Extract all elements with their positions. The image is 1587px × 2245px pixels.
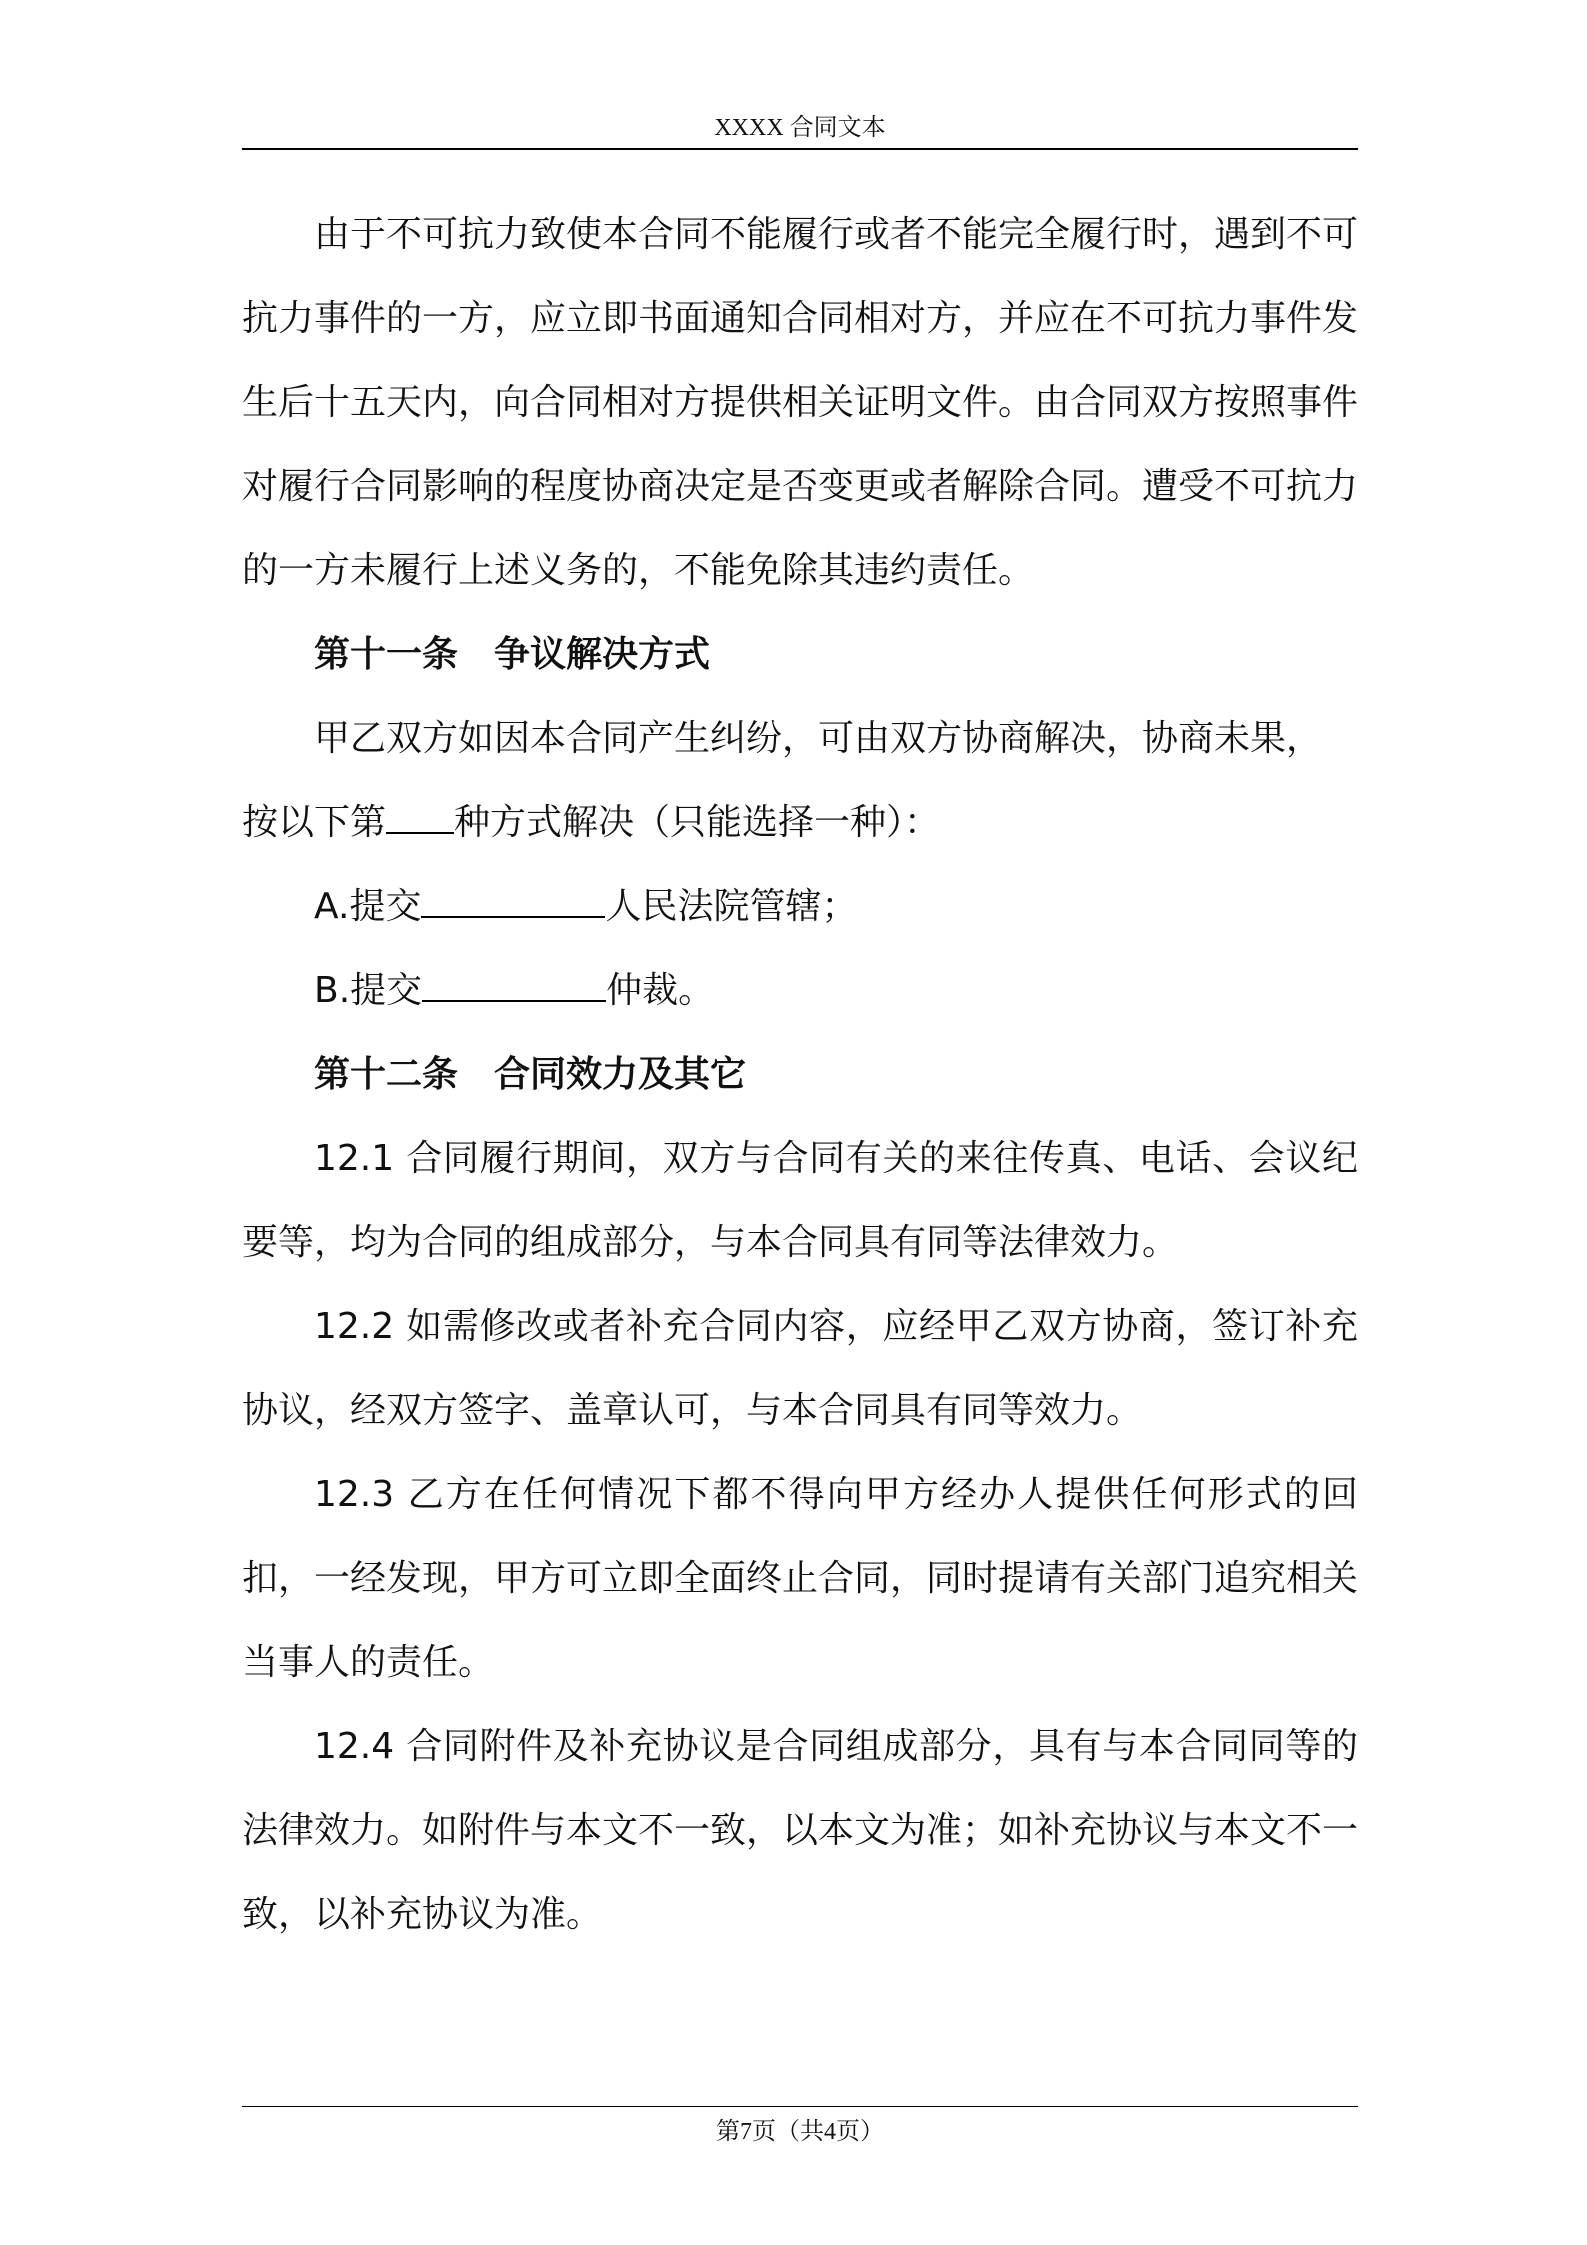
option-b-blank[interactable] — [422, 966, 606, 1002]
force-majeure-paragraph: 由于不可抗力致使本合同不能履行或者不能完全履行时，遇到不可抗力事件的一方，应立即书面通知合同相对方，并应在不可抗力事件发生后十五天内，向合同相对方提供相关证明文件。由合同双方按照事件对履行合同影响的程度协商决定是否变更或者解除合同。遭受不可抗力的一方未履行上述义务的，不能免除其违约责任。 — [242, 214, 1359, 591]
option-a — [242, 865, 1358, 949]
option-a-prefix: A.提交 — [314, 886, 422, 927]
option-a-blank[interactable] — [421, 882, 605, 918]
choice-blank[interactable] — [386, 798, 454, 834]
header-divider — [242, 148, 1358, 150]
clause-12-2: 12.2 如需修改或者补充合同内容，应经甲乙双方协商，签订补充协议，经双方签字、盖章认可，与本合同具有同等效力。 — [242, 1306, 1358, 1431]
option-a-suffix: 人民法院管辖； — [605, 886, 858, 927]
document-body — [242, 193, 1358, 1957]
article-12-heading: 第十二条 合同效力及其它 — [314, 1054, 747, 1095]
option-b-prefix: B.提交 — [314, 970, 423, 1011]
clause-12-1: 12.1 合同履行期间，双方与合同有关的来往传真、电话、会议纪要等，均为合同的组成部分，与本合同具有同等法律效力。 — [242, 1138, 1358, 1263]
footer-divider — [242, 2106, 1358, 2107]
option-b-suffix: 仲裁。 — [606, 970, 715, 1011]
choice-suffix: 种方式解决（只能选择一种）： — [454, 802, 941, 843]
option-b — [242, 949, 1358, 1033]
article-11-heading: 第十一条 争议解决方式 — [314, 634, 711, 675]
clause-12-3: 12.3 乙方在任何情况下都不得向甲方经办人提供任何形式的回扣，一经发现，甲方可立即全面终止合同，同时提请有关部门追究相关当事人的责任。 — [242, 1474, 1359, 1683]
page-header: XXXX 合同文本 — [714, 115, 886, 141]
choice-prefix: 按以下第 — [242, 802, 387, 843]
article-11-choice — [242, 781, 1358, 865]
article-11-intro: 甲乙双方如因本合同产生纠纷，可由双方协商解决，协商未果， — [314, 718, 1323, 759]
clause-12-4: 12.4 合同附件及补充协议是合同组成部分，具有与本合同同等的法律效力。如附件与本文不一致，以本文为准；如补充协议与本文不一致，以补充协议为准。 — [242, 1726, 1359, 1935]
page-number: 第7页（共4页） — [716, 2119, 884, 2145]
